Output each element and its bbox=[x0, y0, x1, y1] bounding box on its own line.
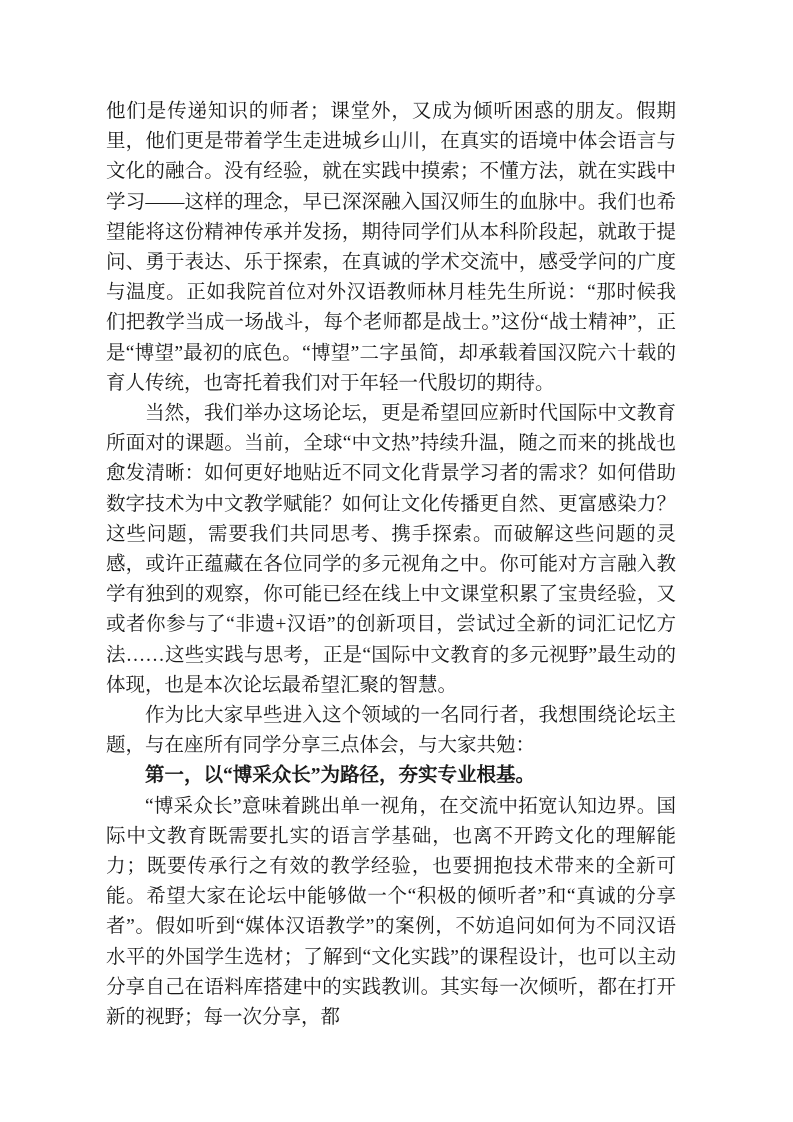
paragraph-three-points-intro: 作为比大家早些进入这个领域的一名同行者，我想围绕论坛主题，与在座所有同学分享三点体会，与大家共勉： bbox=[106, 705, 676, 757]
document-body bbox=[106, 97, 676, 1033]
paragraph-point-one-heading: 第一，以“博采众长”为路径，夯实专业根基。 bbox=[145, 765, 536, 787]
paragraph-point-one-body: “博采众长”意味着跳出单一视角，在交流中拓宽认知边界。国际中文教育既需要扎实的语言学基础，也离不开跨文化的理解能力；既要传承行之有效的教学经验，也要拥抱技术带来的全新可能。希望大家在论坛中能够做一个“积极的倾听者”和“真诚的分享者”。假如听到“媒体汉语教学”的案例，不妨追问如何为不同汉语水平的外国学生选材；了解到“文化实践”的课程设计，也可以主动分享自己在语料库搭建中的实践教训。其实每一次倾听，都在打开新的视野；每一次分享，都 bbox=[106, 795, 676, 1029]
paragraph-forum-purpose: 当然，我们举办这场论坛，更是希望回应新时代国际中文教育所面对的课题。当前，全球“中文热”持续升温，随之而来的挑战也愈发清晰：如何更好地贴近不同文化背景学习者的需求？如何借助数字技术为中文教学赋能？如何让文化传播更自然、更富感染力？这些问题，需要我们共同思考、携手探索。而破解这些问题的灵感，或许正蕴藏在各位同学的多元视角之中。你可能对方言融入教学有独到的观察，你可能已经在线上中文课堂积累了宝贵经验，又或者你参与了“非遗+汉语”的创新项目，尝试过全新的词汇记忆方法……这些实践与思考，正是“国际中文教育的多元视野”最生动的体现，也是本次论坛最希望汇聚的智慧。 bbox=[106, 403, 676, 696]
paragraph-continuation: 他们是传递知识的师者；课堂外，又成为倾听困惑的朋友。假期里，他们更是带着学生走进城乡山川，在真实的语境中体会语言与文化的融合。没有经验，就在实践中摸索；不懂方法，就在实践中学习——这样的理念，早已深深融入国汉师生的血脉中。我们也希望能将这份精神传承并发扬，期待同学们从本科阶段起，就敢于提问、勇于表达、乐于探索，在真诚的学术交流中，感受学问的广度与温度。正如我院首位对外汉语教师林月桂先生所说：“那时候我们把教学当成一场战斗，每个老师都是战士。”这份“战士精神”，正是“博望”最初的底色。“博望”二字虽简，却承载着国汉院六十载的育人传统，也寄托着我们对于年轻一代殷切的期待。 bbox=[106, 101, 676, 394]
